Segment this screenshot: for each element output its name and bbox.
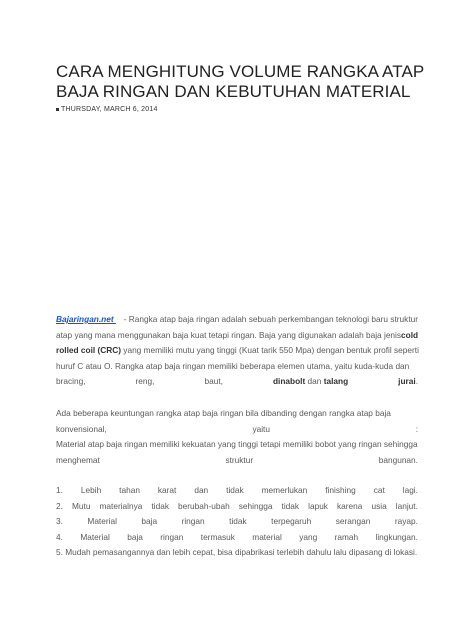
text-span: yaitu [252, 423, 270, 434]
word: 1. [56, 485, 63, 495]
list-item [56, 545, 418, 561]
advantages-list [56, 483, 418, 561]
paragraph-line [56, 328, 418, 344]
word: tidak [151, 500, 169, 511]
text-span: bracing, [56, 376, 86, 386]
bold-term: jurai [398, 376, 416, 386]
word: Mutu [71, 500, 91, 511]
paragraph-line [56, 422, 418, 438]
word: serangan [335, 516, 371, 526]
bold-term: rolled coil (CRC) [56, 345, 121, 355]
paragraph-line [56, 453, 418, 469]
word: yang [299, 531, 318, 542]
article-title [56, 62, 436, 102]
word: tidak [229, 516, 247, 526]
word: Lebih [80, 485, 102, 495]
word: tidak [226, 485, 244, 495]
word: Material [87, 516, 117, 526]
word: 2. [56, 500, 63, 511]
text-span: Material atap baja ringan memiliki kekuatan yang tinggi tetapi memiliki bobot yang ringan sehingga [56, 439, 418, 449]
word: tahan [119, 485, 140, 495]
bold-term: dinabolt [272, 376, 306, 386]
text-span: dan [305, 376, 324, 386]
bold-term: talang [323, 376, 349, 386]
word: finishing [325, 485, 356, 495]
text-span: yang memiliki mutu yang tinggi (Kuat tarik 550 Mpa) dengan bentuk profil seperti [121, 345, 419, 355]
word: 3. [56, 516, 63, 526]
word: ringan [181, 516, 205, 526]
word: karena [337, 500, 363, 511]
word: karat [157, 485, 177, 495]
paragraph-line [56, 374, 418, 390]
text-span: atap yang mana menggunakan baja kuat tetapi ringan. Baja yang digunakan adalah baja jenis [56, 329, 402, 340]
bold-term: cold [401, 329, 419, 340]
source-link[interactable]: Bajaringan.net [56, 314, 116, 324]
text-span: : [415, 423, 418, 434]
word: lanjut. [395, 500, 418, 511]
text-span: . [415, 376, 418, 386]
text-span: bangunan. [378, 454, 418, 465]
word: dan [194, 485, 209, 495]
text-span: struktur [225, 454, 254, 465]
word: 4. [56, 531, 63, 542]
word: baja [141, 516, 158, 526]
list-item [56, 483, 418, 499]
word: material [252, 531, 282, 542]
date-text: THURSDAY, MARCH 6, 2014 [61, 106, 158, 113]
paragraph-line [56, 406, 418, 422]
intro-paragraph [56, 312, 418, 390]
paragraph-line [56, 343, 418, 359]
bullet-icon [56, 108, 59, 111]
list-item [56, 514, 418, 530]
post-date [56, 106, 158, 113]
word: terpegaruh [271, 516, 312, 526]
title-line-2: BAJA RINGAN DAN KEBUTUHAN MATERIAL [56, 82, 411, 101]
text-span: huruf C atau O. Rangka atap baja ringan memiliki beberapa elemen utama, yaitu kuda-kuda dan [56, 360, 410, 371]
text-span: baut, [204, 376, 223, 386]
word: sehingga [238, 500, 273, 511]
title-line-1: CARA MENGHITUNG VOLUME RANGKA ATAP [56, 62, 425, 81]
advantages-paragraph [56, 406, 418, 468]
word: cat [373, 485, 385, 495]
text-span: reng, [135, 376, 155, 386]
paragraph-line [56, 312, 418, 328]
word: lingkungan. [375, 531, 418, 542]
list-item [56, 499, 418, 515]
text-span: - Rangka atap baja ringan adalah sebuah perkembangan teknologi baru struktur [123, 314, 418, 324]
word: lapuk [308, 500, 328, 511]
word: ringan [160, 531, 184, 542]
paragraph-line [56, 359, 418, 375]
text-span: menghemat [56, 454, 100, 465]
word: Material [80, 531, 110, 542]
word: ramah [334, 531, 359, 542]
text-span: konvensional, [56, 423, 107, 434]
word: materialnya [99, 500, 143, 511]
word: tidak [281, 500, 300, 511]
word: berubah-ubah [178, 500, 230, 511]
text-span: 5. Mudah pemasangannya dan lebih cepat, bisa dipabrikasi terlebih dahulu lalu dipasang di lokasi. [56, 547, 418, 557]
word: rayap. [394, 516, 418, 526]
word: termasuk [200, 531, 235, 542]
paragraph-line [56, 437, 418, 453]
word: baja [127, 531, 143, 542]
word: memerlukan [261, 485, 308, 495]
text-span: Ada beberapa keuntungan rangka atap baja ringan bila dibanding dengan rangka atap baja [56, 408, 391, 418]
word: lagi. [402, 485, 418, 495]
word: usia [371, 500, 387, 511]
list-item [56, 530, 418, 546]
